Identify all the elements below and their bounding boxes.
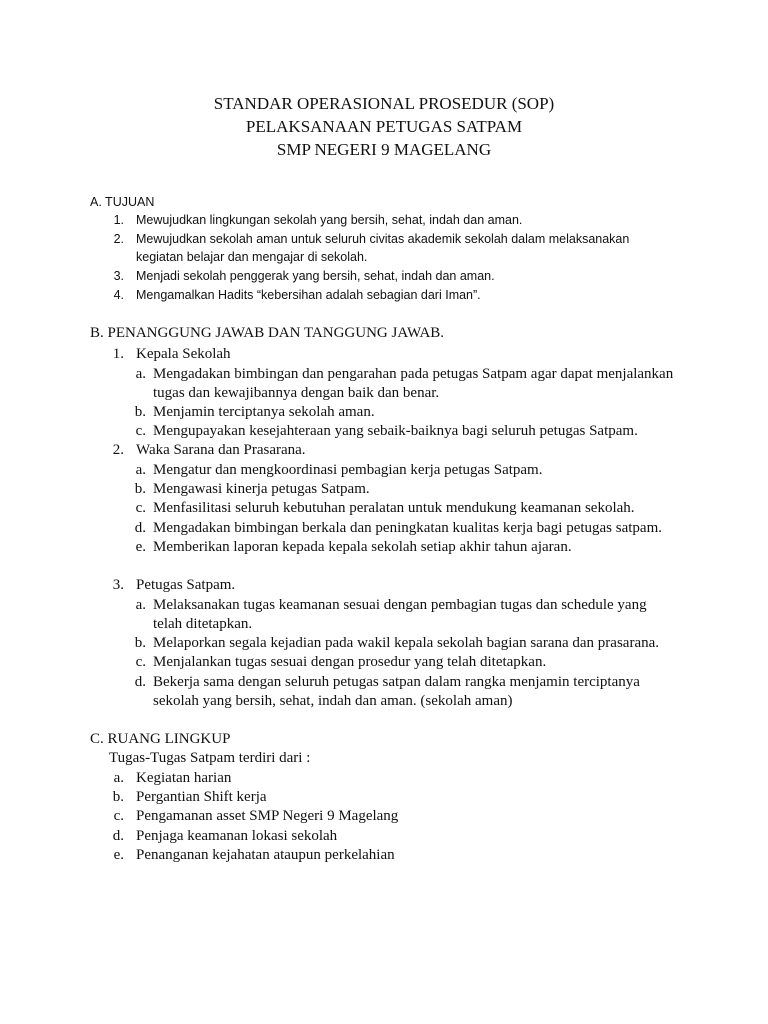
list-item-text: kegiatan belajar dan mengajar di sekolah. — [136, 250, 368, 264]
list-item-text: Menjalankan tugas sesuai dengan prosedur yang telah ditetapkan. — [153, 654, 547, 670]
section-b-heading: B. PENANGGUNG JAWAB DAN TANGGUNG JAWAB. — [90, 325, 445, 341]
list-item-letter: d. — [112, 828, 124, 844]
list-item-letter: e. — [135, 539, 146, 555]
list-item-text: tugas dan kewajibannya dengan baik dan benar. — [153, 385, 440, 401]
list-item-text: telah ditetapkan. — [153, 616, 253, 632]
list-item-text: Mewujudkan lingkungan sekolah yang bersih, sehat, indah dan aman. — [136, 213, 523, 227]
group-label: Kepala Sekolah — [136, 346, 231, 362]
list-item-number: 2. — [113, 232, 124, 246]
list-item-letter: c. — [135, 654, 146, 670]
list-item-text: Mengatur dan mengkoordinasi pembagian kerja petugas Satpam. — [153, 462, 543, 478]
list-item-text: Melaksanakan tugas keamanan sesuai dengan pembagian tugas dan schedule yang — [153, 597, 647, 613]
list-item-letter: a. — [135, 366, 146, 382]
list-item-letter: d. — [134, 674, 146, 690]
group-number: 2. — [112, 442, 124, 458]
list-item-text: Melaporkan segala kejadian pada wakil kepala sekolah bagian sarana dan prasarana. — [153, 635, 660, 651]
document-title-line-2: PELAKSANAAN PETUGAS SATPAM — [245, 117, 523, 136]
list-item-text: Mengawasi kinerja petugas Satpam. — [153, 481, 370, 497]
group-number: 3. — [112, 577, 124, 593]
list-item-text: Kegiatan harian — [136, 770, 232, 786]
list-item-letter: b. — [134, 481, 146, 497]
list-item-number: 1. — [113, 213, 124, 227]
list-item-letter: b. — [134, 404, 146, 420]
list-item-text: Mengadakan bimbingan berkala dan peningkatan kualitas kerja bagi petugas satpam. — [153, 520, 662, 536]
section-c-intro: Tugas-Tugas Satpam terdiri dari : — [109, 750, 311, 766]
section-a-heading: A. TUJUAN — [90, 195, 155, 209]
list-item-text: Bekerja sama dengan seluruh petugas satpan dalam rangka menjamin terciptanya — [153, 674, 640, 690]
list-item-letter: b. — [112, 789, 124, 805]
list-item-text: Memberikan laporan kepada kepala sekolah setiap akhir tahun ajaran. — [153, 539, 572, 555]
list-item-text: Menjadi sekolah penggerak yang bersih, sehat, indah dan aman. — [136, 269, 495, 283]
document-title-line-1: STANDAR OPERASIONAL PROSEDUR (SOP) — [213, 94, 555, 113]
list-item-letter: a. — [135, 462, 146, 478]
list-item-text: sekolah yang bersih, sehat, indah dan aman. (sekolah aman) — [153, 693, 513, 709]
list-item-letter: d. — [134, 520, 146, 536]
list-item-letter: c. — [135, 500, 146, 516]
group-number: 1. — [112, 346, 124, 362]
list-item-text: Mengamalkan Hadits “kebersihan adalah sebagian dari Iman”. — [136, 288, 481, 302]
list-item-letter: a. — [135, 597, 146, 613]
list-item-text: Menfasilitasi seluruh kebutuhan peralatan untuk mendukung keamanan sekolah. — [153, 500, 635, 516]
list-item-text: Penanganan kejahatan ataupun perkelahian — [136, 847, 395, 863]
group-label: Petugas Satpam. — [136, 577, 236, 593]
list-item-text: Pergantian Shift kerja — [136, 789, 267, 805]
list-item-text: Pengamanan asset SMP Negeri 9 Magelang — [136, 808, 399, 824]
list-item-number: 3. — [113, 269, 124, 283]
list-item-text: Penjaga keamanan lokasi sekolah — [136, 828, 338, 844]
list-item-letter: e. — [113, 847, 124, 863]
list-item-number: 4. — [113, 288, 124, 302]
list-item-letter: c. — [113, 808, 124, 824]
section-c-heading: C. RUANG LINGKUP — [90, 731, 231, 747]
group-label: Waka Sarana dan Prasarana. — [136, 442, 306, 458]
list-item-text: Mengupayakan kesejahteraan yang sebaik-baiknya bagi seluruh petugas Satpam. — [153, 423, 638, 439]
list-item-text: Menjamin terciptanya sekolah aman. — [153, 404, 375, 420]
document-title-line-3: SMP NEGERI 9 MAGELANG — [276, 140, 492, 159]
list-item-letter: b. — [134, 635, 146, 651]
list-item-text: Mengadakan bimbingan dan pengarahan pada petugas Satpam agar dapat menjalankan — [153, 366, 674, 382]
list-item-letter: a. — [113, 770, 124, 786]
list-item-letter: c. — [135, 423, 146, 439]
list-item-text: Mewujudkan sekolah aman untuk seluruh civitas akademik sekolah dalam melaksanakan — [136, 232, 630, 246]
